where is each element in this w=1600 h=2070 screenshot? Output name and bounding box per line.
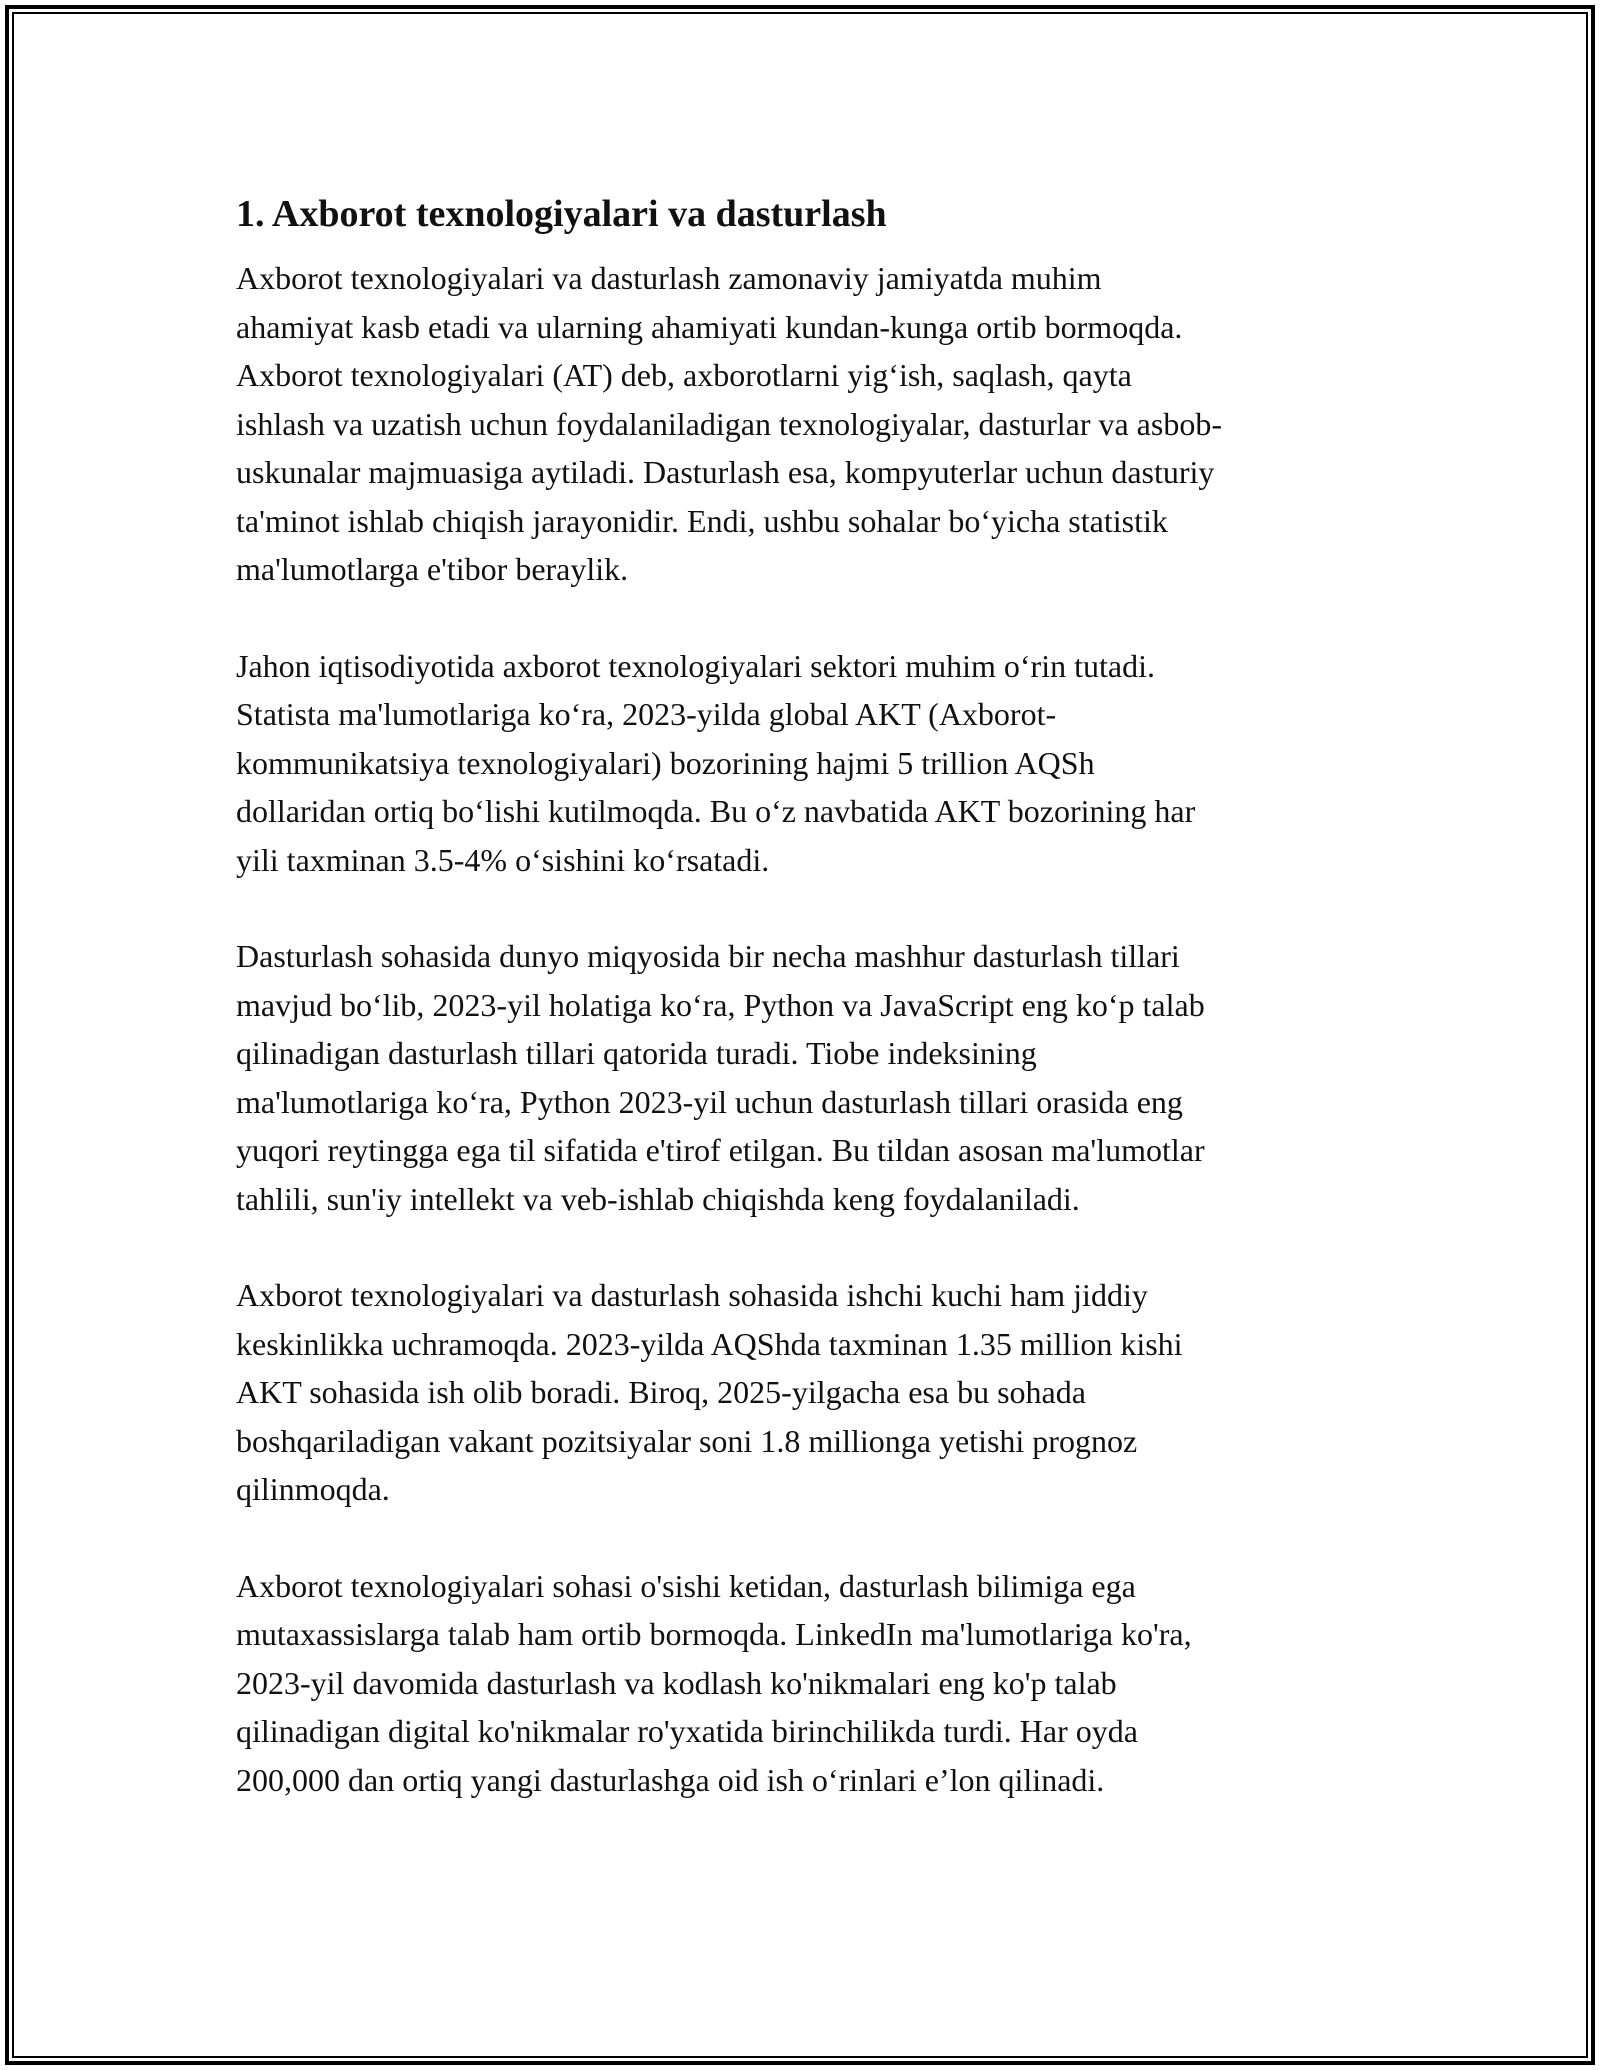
text-line: AKT sohasida ish olib boradi. Biroq, 2025-yilgacha esa bu sohada	[236, 1374, 1086, 1410]
text-line: yili taxminan 3.5-4% o‘sishini ko‘rsatadi.	[236, 841, 770, 878]
text-line: Dasturlash sohasida dunyo miqyosida bir necha mashhur dasturlash tillari	[236, 938, 1180, 974]
paragraph-4	[236, 1271, 1386, 1514]
text-line: 2023-yil davomida dasturlash va kodlash ko'nikmalari eng ko'p talab	[236, 1664, 1117, 1701]
text-line: Axborot texnologiyalari sohasi o'sishi ketidan, dasturlash bilimiga ega	[236, 1567, 1136, 1604]
section-title: 1. Axborot texnologiyalari va dasturlash	[236, 193, 887, 235]
text-line: tahlili, sun'iy intellekt va veb-ishlab chiqishda keng foydalaniladi.	[236, 1180, 1080, 1217]
text-line: Statista ma'lumotlariga ko‘ra, 2023-yilda global AKT (Axborot-	[236, 696, 1057, 732]
text-line: keskinlikka uchramoqda. 2023-yilda AQShda taxminan 1.35 million kishi	[236, 1325, 1183, 1362]
text-line: mavjud bo‘lib, 2023-yil holatiga ko‘ra, Python va JavaScript eng ko‘p talab	[236, 986, 1205, 1023]
text-line: mutaxassislarga talab ham ortib bormoqda. LinkedIn ma'lumotlariga ko'ra,	[236, 1616, 1192, 1652]
text-line: dollaridan ortiq bo‘lishi kutilmoqda. Bu o‘z navbatida AKT bozorining har	[236, 793, 1196, 829]
text-line: Jahon iqtisodiyotida axborot texnologiyalari sektori muhim o‘rin tutadi.	[236, 647, 1155, 684]
text-line: uskunalar majmuasiga aytiladi. Dasturlash esa, kompyuterlar uchun dasturiy	[236, 454, 1215, 490]
text-line: kommunikatsiya texnologiyalari) bozorining hajmi 5 trillion AQSh	[236, 744, 1095, 781]
document-body	[236, 186, 1386, 1852]
text-line: ishlash va uzatish uchun foydalaniladigan texnologiyalar, dasturlar va asbob-	[236, 405, 1222, 442]
text-line: ma'lumotlariga ko‘ra, Python 2023-yil uchun dasturlash tillari orasida eng	[236, 1083, 1183, 1120]
paragraph-2	[236, 642, 1386, 885]
text-line: ta'minot ishlab chiqish jarayonidir. Endi, ushbu sohalar bo‘yicha statistik	[236, 502, 1168, 539]
text-line: Axborot texnologiyalari va dasturlash zamonaviy jamiyatda muhim	[236, 260, 1102, 296]
text-line: boshqariladigan vakant pozitsiyalar soni 1.8 millionga yetishi prognoz	[236, 1422, 1138, 1459]
text-line: 200,000 dan ortiq yangi dasturlashga oid ish o‘rinlari e’lon qilinadi.	[236, 1761, 1105, 1798]
paragraph-5	[236, 1562, 1386, 1805]
text-line: qilinmoqda.	[236, 1471, 390, 1507]
paragraph-1	[236, 254, 1386, 594]
text-line: Axborot texnologiyalari va dasturlash sohasida ishchi kuchi ham jiddiy	[236, 1277, 1148, 1313]
text-line: ma'lumotlarga e'tibor beraylik.	[236, 551, 629, 587]
text-line: qilinadigan dasturlash tillari qatorida turadi. Tiobe indeksining	[236, 1035, 1037, 1071]
paragraph-3	[236, 932, 1386, 1223]
text-line: yuqori reytingga ega til sifatida e'tirof etilgan. Bu tildan asosan ma'lumotlar	[236, 1132, 1205, 1168]
text-line: Axborot texnologiyalari (AT) deb, axborotlarni yig‘ish, saqlash, qayta	[236, 357, 1132, 393]
text-line: qilinadigan digital ko'nikmalar ro'yxatida birinchilikda turdi. Har oyda	[236, 1713, 1138, 1749]
text-line: ahamiyat kasb etadi va ularning ahamiyati kundan-kunga ortib bormoqda.	[236, 308, 1183, 345]
